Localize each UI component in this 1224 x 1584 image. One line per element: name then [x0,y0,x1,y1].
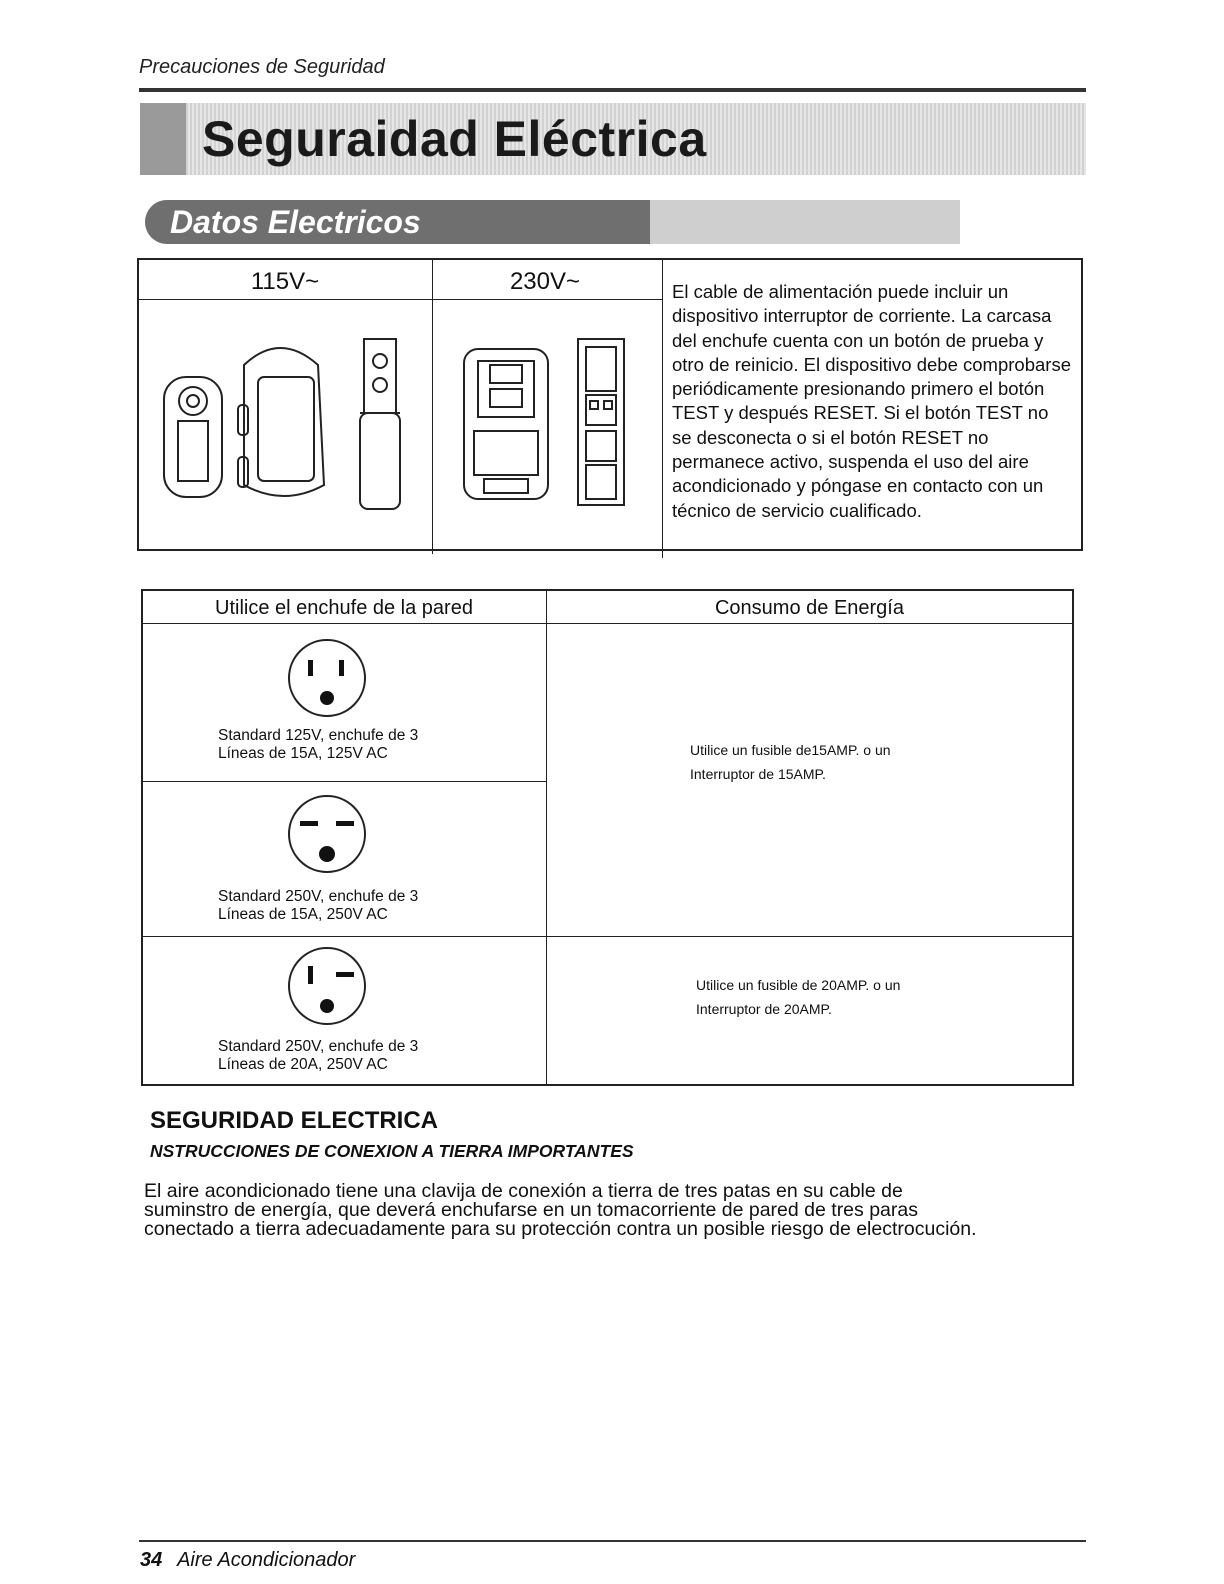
safety-body-line: suminstro de energía, que deverá enchufarse en un tomacorriente de pared de tres paras [144,1199,918,1221]
plug-230v-illustration [450,335,650,515]
power-header: Consumo de Energía [714,597,904,619]
fuse-15amp-note: Utilice un fusible de15AMP. o un Interruptor de 15AMP. [690,742,891,782]
safety-subtitle: NSTRUCCIONES DE CONEXION A TIERRA IMPORTANTES [150,1141,634,1161]
safety-title: SEGURIDAD ELECTRICA [150,1107,439,1134]
fuse-20amp-note: Utilice un fusible de 20AMP. o un Interruptor de 20AMP. [696,977,901,1017]
safety-body-line: conectado a tierra adecuadamente para su protección contra un posible riesgo de electrocución. [144,1218,977,1240]
outlet-20a-250v-icon [282,946,372,1028]
outlet-header: Utilice el enchufe de la pared [215,597,473,619]
voltage-230-label: 230V~ [509,268,581,295]
safety-body [144,1182,1064,1239]
footer-rule [139,1540,1086,1542]
title-accent-block [140,103,186,175]
outlet-15a-125v-icon [282,638,372,720]
outlet-20a-250v-caption: Standard 250V, enchufe de 3 Líneas de 20A, 250V AC [218,1038,419,1073]
gfci-description: El cable de alimentación puede incluir un dispositivo interruptor de corriente. La carcasa del enchufe cuenta con un botón de prueba y otro de reinicio. El dispositivo debe comprobarse periódicamente presionando primero el botón TEST y después RESET. Si el botón TEST no se desconecta o si el botón RESET no permanece activo, suspenda el uso del aire acondicionado y póngase en contacto con un técnico de servicio cualificado. [672,281,1071,521]
outlet-15a-250v-caption: Standard 250V, enchufe de 3 Líneas de 15A, 250V AC [218,888,419,923]
subtitle: Datos Electricos [170,204,421,240]
plug-115v-illustration [150,335,420,515]
page-number: 34 [140,1549,163,1571]
safety-body-line: El aire acondicionado tiene una clavija de conexión a tierra de tres patas en su cable de [144,1180,903,1202]
outlet-15a-250v-icon [282,794,372,876]
outlet-15a-125v-caption: Standard 125V, enchufe de 3 Líneas de 15A, 125V AC [218,727,419,762]
page-title: Seguraidad Eléctrica [202,111,707,167]
page-footer [140,1549,355,1572]
voltage-115-label: 115V~ [250,268,320,295]
section-header: Precauciones de Seguridad [139,56,385,78]
header-rule [139,88,1086,92]
product-name: Aire Acondicionador [177,1549,356,1571]
